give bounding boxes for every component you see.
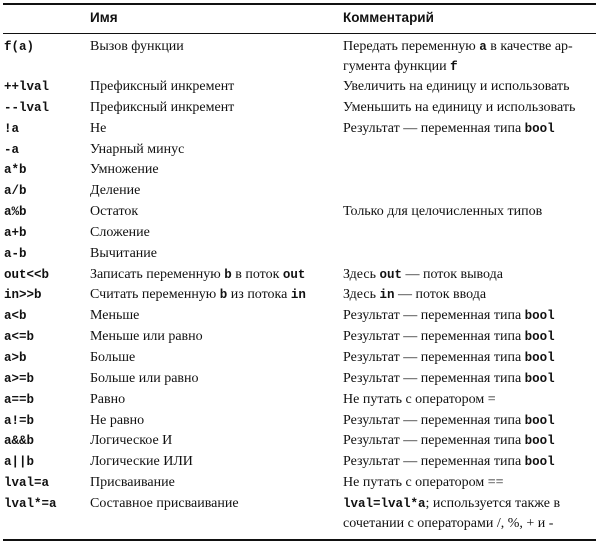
comment-line: [343, 37, 596, 57]
text-fragment: Увеличить на единицу и использовать: [343, 79, 570, 94]
comment-cell: [343, 181, 596, 202]
operator-cell: lval*=a: [4, 496, 57, 511]
table-top-rule: [3, 3, 596, 5]
comment-cell: [343, 160, 596, 181]
comment-cell: [343, 452, 596, 473]
operators-table: [4, 37, 596, 534]
table-row: [4, 98, 596, 119]
table-row: [4, 348, 596, 369]
operator-cell: out<<b: [4, 267, 50, 282]
comment-cell: [343, 119, 596, 140]
table-row: [4, 327, 596, 348]
comment-cell: [343, 202, 596, 223]
code-fragment: a: [479, 40, 487, 54]
operator-name-cell: Деление: [90, 183, 141, 199]
code-fragment: b: [219, 288, 228, 303]
table-row: [4, 306, 596, 327]
text-fragment: Не путать с оператором ==: [343, 475, 504, 491]
text-fragment: Результат — переменная типа: [343, 329, 525, 345]
code-fragment: bool: [524, 121, 555, 136]
operator-cell: !a: [4, 121, 20, 136]
operator-name-cell: Меньше: [90, 308, 140, 324]
comment-cell: [343, 77, 596, 98]
comment-cell: [343, 223, 596, 244]
operator-cell: a%b: [4, 205, 27, 220]
comment-cell: [343, 37, 596, 77]
text-fragment: Записать переменную: [90, 266, 225, 282]
operator-cell: a>b: [4, 350, 27, 365]
operator-name-cell: Не: [90, 120, 107, 136]
text-fragment: Здесь: [343, 266, 380, 282]
comment-line: [343, 327, 596, 347]
operator-cell: a==b: [4, 392, 35, 407]
text-fragment: Результат — переменная типа: [343, 308, 525, 324]
code-fragment: in: [379, 288, 395, 303]
text-fragment: — поток вывода: [401, 266, 503, 282]
comment-line: [343, 98, 596, 118]
operator-name-cell: [90, 265, 343, 286]
text-fragment: Результат — переменная типа: [343, 349, 525, 365]
comment-line: [343, 411, 596, 431]
code-fragment: out: [379, 267, 402, 282]
comment-cell: [343, 306, 596, 327]
text-fragment: ; используется также в: [425, 495, 561, 511]
operator-name-cell: Вычитание: [90, 245, 157, 261]
table-row: [4, 369, 596, 390]
text-fragment: Считать переменную: [90, 287, 220, 303]
comment-line: [343, 452, 596, 472]
table-row: [4, 411, 596, 432]
comment-line: [343, 431, 596, 451]
operator-cell: a*b: [4, 163, 27, 178]
operator-name-cell: Префиксный инкремент: [90, 99, 235, 115]
text-fragment: Передать переменную: [343, 39, 480, 54]
comment-line: [343, 390, 596, 410]
comment-cell: [343, 285, 596, 306]
operator-name-cell: Логическое И: [90, 433, 173, 449]
operator-name-cell: Равно: [90, 391, 126, 407]
operators-table-body: [4, 37, 596, 534]
text-fragment: Не путать с оператором =: [343, 391, 496, 407]
comment-line: [343, 57, 596, 77]
text-fragment: сочетании с операторами /, %, + и -: [343, 515, 554, 531]
table-row: [4, 452, 596, 473]
text-fragment: гумента функции: [343, 59, 451, 74]
operator-name-cell: Префиксный инкремент: [90, 79, 235, 94]
operator-cell: f(a): [4, 40, 35, 54]
operator-name-cell: Умножение: [90, 162, 159, 178]
table-row: [4, 390, 596, 411]
text-fragment: — поток ввода: [394, 287, 487, 303]
operator-name-cell: Унарный минус: [90, 141, 185, 157]
text-fragment: Уменьшить на единицу и использовать: [343, 99, 576, 115]
header-rule: [3, 33, 596, 34]
code-fragment: bool: [524, 455, 555, 470]
operator-cell: --lval: [4, 100, 50, 115]
comment-line: [343, 285, 596, 305]
comment-cell: [343, 473, 596, 494]
operator-name-cell: Логические ИЛИ: [90, 454, 193, 470]
operator-name-cell: Меньше или равно: [90, 329, 203, 345]
code-fragment: f: [450, 60, 458, 74]
comment-cell: [343, 98, 596, 119]
comment-line: [343, 348, 596, 368]
code-fragment: bool: [524, 371, 555, 386]
operator-cell: a<=b: [4, 330, 35, 345]
text-fragment: Только для целочисленных типов: [343, 204, 543, 220]
comment-cell: [343, 327, 596, 348]
text-fragment: в качестве ар-: [486, 39, 573, 54]
code-fragment: out: [282, 267, 306, 282]
table-row: [4, 37, 596, 77]
text-fragment: Результат — переменная типа: [343, 412, 525, 428]
comment-line: [343, 306, 596, 326]
table-row: [4, 140, 596, 161]
text-fragment: Результат — переменная типа: [343, 370, 525, 386]
comment-cell: [343, 411, 596, 432]
column-header-name: Имя: [90, 10, 118, 25]
operator-cell: ++lval: [4, 80, 50, 94]
comment-cell: [343, 244, 596, 265]
table-row: [4, 494, 596, 534]
text-fragment: из потока: [227, 287, 291, 303]
operator-name-cell: Вызов функции: [90, 39, 184, 54]
comment-cell: [343, 390, 596, 411]
comment-line: [343, 494, 596, 514]
operator-cell: -a: [4, 142, 20, 157]
table-row: [4, 223, 596, 244]
code-fragment: bool: [524, 330, 555, 345]
text-fragment: в поток: [231, 266, 283, 282]
operator-cell: a||b: [4, 455, 35, 470]
code-fragment: bool: [524, 350, 555, 365]
code-fragment: bool: [524, 309, 555, 324]
comment-line: [343, 473, 596, 493]
table-row: [4, 244, 596, 265]
operator-cell: in>>b: [4, 288, 42, 303]
code-fragment: b: [224, 267, 232, 282]
operator-cell: a!=b: [4, 413, 35, 428]
operator-name-cell: Составное присваивание: [90, 495, 239, 511]
table-bottom-rule: [3, 539, 596, 541]
comment-line: [343, 77, 596, 97]
table-row: [4, 202, 596, 223]
operator-cell: a/b: [4, 184, 27, 199]
table-row: [4, 77, 596, 98]
comment-line: [343, 119, 596, 139]
operator-cell: a<b: [4, 309, 27, 324]
table-row: [4, 265, 596, 286]
operator-name-cell: Не равно: [90, 412, 145, 428]
operator-name-cell: Больше: [90, 349, 136, 365]
comment-line: [343, 265, 596, 285]
text-fragment: Результат — переменная типа: [343, 454, 525, 470]
operator-cell: lval=a: [4, 476, 50, 491]
table-row: [4, 473, 596, 494]
code-fragment: lval=lval*a: [343, 496, 426, 511]
comment-cell: [343, 140, 596, 161]
code-fragment: bool: [524, 434, 555, 449]
operator-cell: a&&b: [4, 434, 35, 449]
operator-cell: a>=b: [4, 371, 35, 386]
comment-cell: [343, 265, 596, 286]
table-row: [4, 119, 596, 140]
text-fragment: Результат — переменная типа: [343, 433, 525, 449]
operator-name-cell: Остаток: [90, 204, 139, 220]
comment-cell: [343, 348, 596, 369]
comment-line: [343, 514, 596, 534]
table-row: [4, 160, 596, 181]
code-fragment: bool: [524, 413, 555, 428]
table-row: [4, 431, 596, 452]
comment-cell: [343, 431, 596, 452]
table-row: [4, 285, 596, 306]
operator-name-cell: Сложение: [90, 224, 150, 240]
text-fragment: Здесь: [343, 287, 380, 303]
comment-line: [343, 369, 596, 389]
text-fragment: Результат — переменная типа: [343, 120, 525, 136]
operator-name-cell: [90, 285, 343, 306]
operator-cell: a-b: [4, 246, 27, 261]
comment-cell: [343, 494, 596, 534]
comment-cell: [343, 369, 596, 390]
operator-name-cell: Присваивание: [90, 475, 175, 491]
operator-cell: a+b: [4, 225, 27, 240]
column-header-comment: Комментарий: [343, 10, 434, 25]
comment-line: [343, 202, 596, 222]
operator-name-cell: Больше или равно: [90, 370, 199, 386]
table-row: [4, 181, 596, 202]
code-fragment: in: [290, 288, 306, 303]
